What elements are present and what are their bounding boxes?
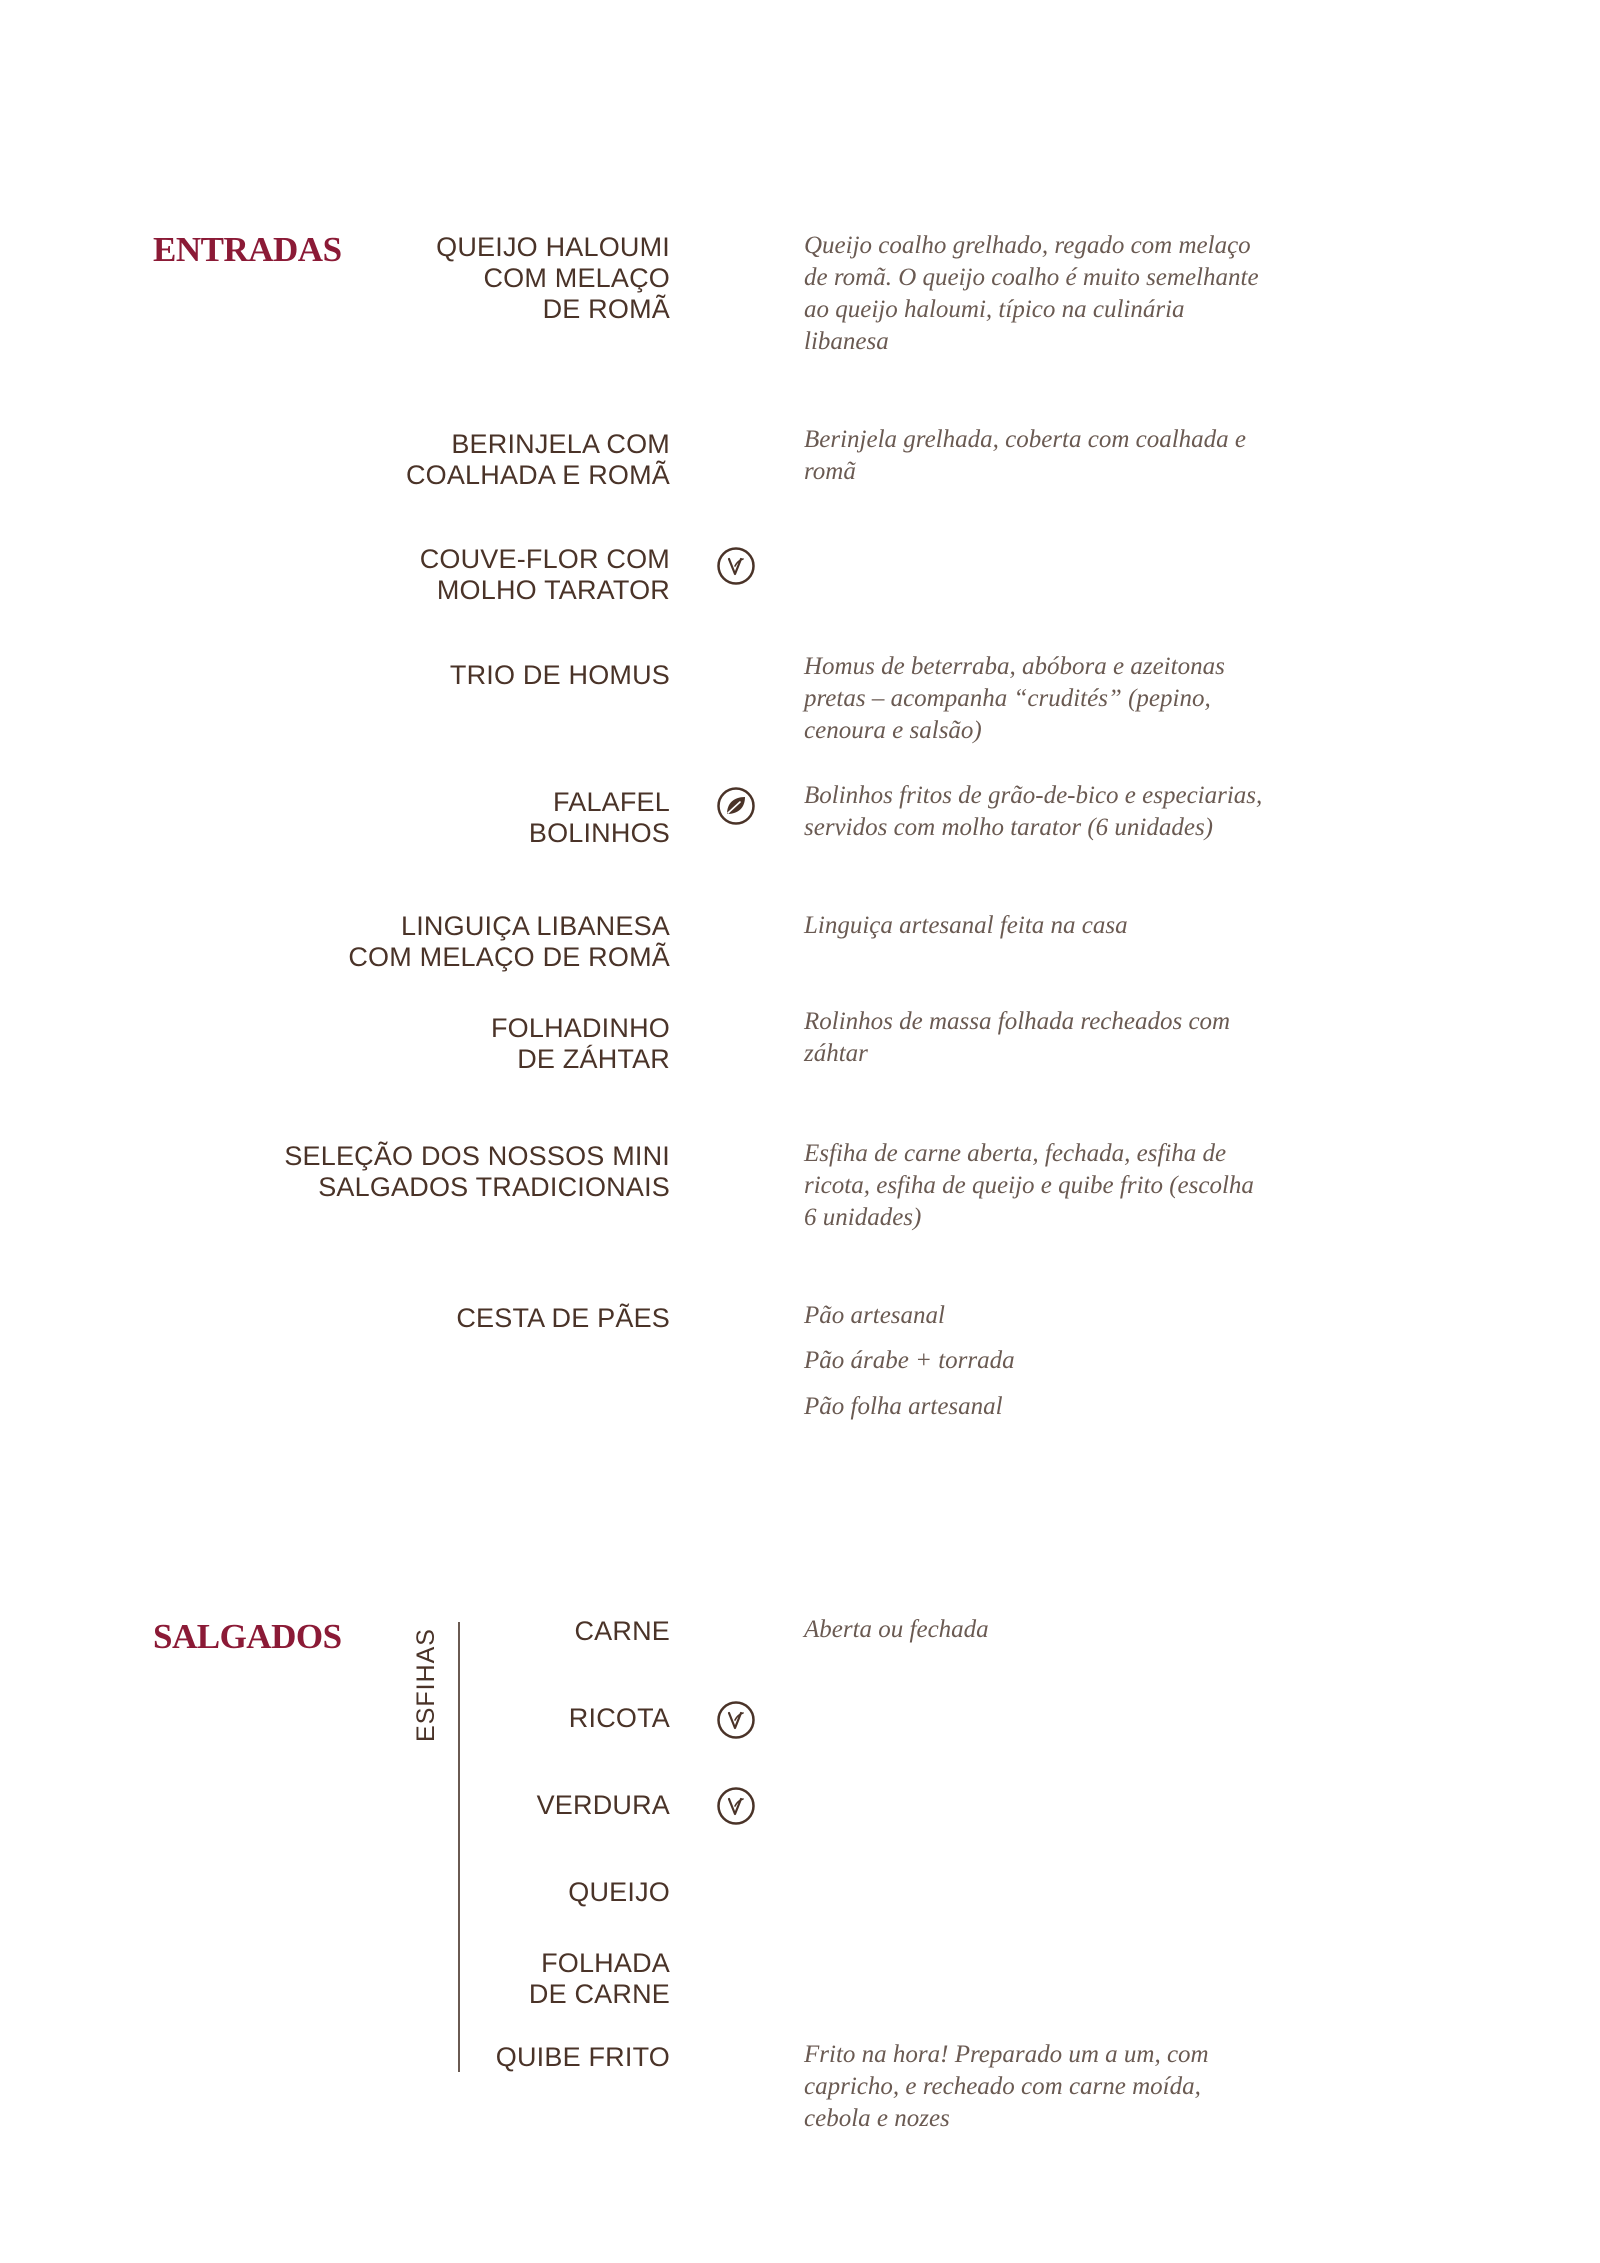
item-description: Berinjela grelhada, coberta com coalhada e romã	[804, 426, 1247, 485]
item-name: COUVE-FLOR COM MOLHO TARATOR	[419, 544, 670, 605]
bread-option: Pão árabe + torrada	[804, 1347, 1015, 1374]
section-title-entradas: ENTRADAS	[153, 230, 342, 269]
item-name: RICOTA	[568, 1703, 670, 1733]
bread-option: Pão folha artesanal	[804, 1393, 1003, 1420]
item-name: FALAFEL BOLINHOS	[528, 787, 670, 848]
item-name: QUEIJO HALOUMI COM MELAÇO DE ROMÃ	[436, 232, 670, 324]
item-name: FOLHADINHO DE ZÁHTAR	[490, 1013, 670, 1074]
item-name: VERDURA	[536, 1790, 670, 1820]
group-divider	[458, 1622, 460, 2072]
item-name: TRIO DE HOMUS	[449, 660, 670, 690]
vegetarian-icon	[716, 1786, 756, 1826]
item-name: BERINJELA COM COALHADA E ROMÃ	[405, 429, 670, 490]
item-description: Esfiha de carne aberta, fechada, esfiha de ricota, esfiha de queijo e quibe frito (escolha 6 unidades)	[804, 1140, 1254, 1231]
vegetarian-icon	[716, 1700, 756, 1740]
item-name: CARNE	[574, 1616, 670, 1646]
vegetarian-icon	[716, 546, 756, 586]
item-description: Aberta ou fechada	[804, 1616, 989, 1643]
vegan-leaf-icon	[716, 786, 756, 826]
bread-option: Pão artesanal	[804, 1302, 945, 1329]
item-name: SELEÇÃO DOS NOSSOS MINI SALGADOS TRADICIONAIS	[284, 1141, 670, 1202]
section-title-salgados: SALGADOS	[153, 1617, 342, 1656]
item-name: CESTA DE PÃES	[456, 1303, 670, 1333]
item-description: Homus de beterraba, abóbora e azeitonas pretas – acompanha “crudités” (pepino, cenoura e salsão)	[804, 653, 1225, 744]
item-description: Rolinhos de massa folhada recheados com záhtar	[804, 1008, 1231, 1067]
item-description: Frito na hora! Preparado um a um, com capricho, e recheado com carne moída, cebola e nozes	[804, 2041, 1209, 2132]
item-description: Bolinhos fritos de grão-de-bico e especiarias, servidos com molho tarator (6 unidades)	[804, 782, 1263, 841]
item-name: LINGUIÇA LIBANESA COM MELAÇO DE ROMÃ	[348, 911, 670, 972]
item-name: QUEIJO	[568, 1877, 670, 1907]
group-label-esfihas: ESFIHAS	[412, 1628, 440, 1742]
item-description: Queijo coalho grelhado, regado com melaço de romã. O queijo coalho é muito semelhante ao queijo haloumi, típico na culinária libanesa	[804, 232, 1259, 355]
item-name: FOLHADA DE CARNE	[528, 1948, 670, 2009]
item-description: Linguiça artesanal feita na casa	[804, 912, 1128, 939]
item-name: QUIBE FRITO	[495, 2042, 670, 2072]
